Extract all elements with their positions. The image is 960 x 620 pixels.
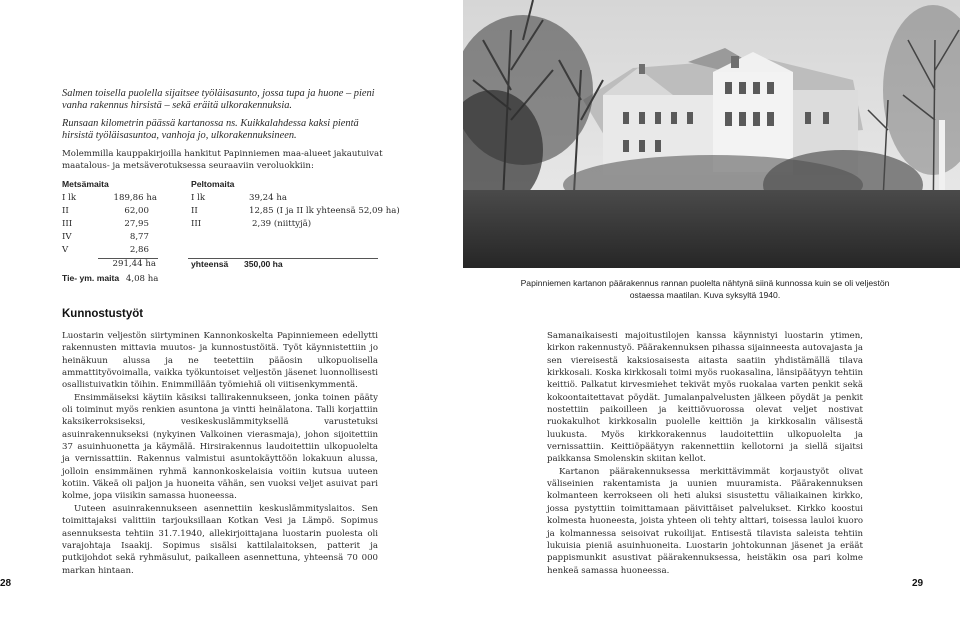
forest-row-area: 189,86 ha <box>113 193 157 203</box>
forest-row-class: V <box>62 245 69 255</box>
forest-row-class: III <box>62 219 73 229</box>
intro-text: Molemmilla kauppakirjoilla hankitut Papinniemen maa-alueet jakautuivat maatalous- ja metsäverotuksessa seuraaviin veroluokkiin: <box>62 149 383 172</box>
body-paragraph: Uuteen asuinrakennukseen asennettiin keskuslämmityslaitos. Sen toimittajaksi valittiin tarjouksillaan Kotkan Vesi ja Lämpö. Sopimus asennuksesta tehtiin 31.7.1940, allekirjoittajana luostarin puolesta oli varajohtaja Isaakij. Sopimus sisälsi kattilalaitoksen, patterit ja putkijohdot sekä ryhmäsulut, paikalleen asennettuna, yhteensä 70 000 markan hintaan. <box>62 503 378 576</box>
section-title: Kunnostustyöt <box>62 308 144 320</box>
roads-value: 4,08 ha <box>125 274 159 284</box>
caption-paragraph-1: Salmen toisella puolella sijaitsee työläisasunto, jossa tupa ja huone – pieni vanha rakennus hirsistä – sekä eräitä ulkorakennuksia. <box>62 88 375 112</box>
forest-row-area: 2,86 <box>129 245 149 255</box>
field-row-class: I lk <box>191 193 206 203</box>
field-row-area: 12,85 (I ja II lk yhteensä 52,09 ha) <box>249 206 400 216</box>
photo-caption: Papinniemen kartanon päärakennus rannan puolelta nähtynä siinä kunnossa kuin se oli veljestön ostaessa maatilan. Kuva syksyltä 1940. <box>520 278 890 300</box>
land-tables <box>62 178 400 288</box>
right-body <box>547 330 863 577</box>
page-number-right: 29 <box>912 578 924 589</box>
forest-heading: Metsämaita <box>62 179 109 189</box>
field-total-value: 350,00 ha <box>244 259 283 269</box>
field-row-area: 2,39 (niittyjä) <box>252 219 312 229</box>
forest-row-area: 62,00 <box>124 206 149 216</box>
field-row-area: 39,24 ha <box>249 193 287 203</box>
field-heading: Peltomaita <box>191 179 235 189</box>
field-row-class: III <box>191 219 202 229</box>
page-number-left: 28 <box>0 578 12 589</box>
caption-paragraph-2: Runsaan kilometrin päässä kartanossa ns. Kuikkalahdessa kaksi pientä hirsistä työläisasuntoa, vanhoja jo, ulkorakennuksineen. <box>62 117 359 142</box>
forest-total: 291,44 ha <box>112 259 156 269</box>
forest-row-area: 27,95 <box>124 219 149 229</box>
field-row-class: II <box>191 206 198 216</box>
caption-left <box>62 88 392 148</box>
forest-row-class: IV <box>62 232 72 242</box>
body-paragraph: Samanaikaisesti majoitustilojen kanssa käynnistyi luostarin ytimen, kirkon rakennustyö. Päärakennuksen pihassa sijainneesta autovajasta ja sen viereisestä kaksiosaisesta aitasta saatiin yhdistämällä tilava kirkkosali. Koska kirkkosali toimi myös ruokasalina, länsipäätyyn tehtiin keittiö. Palkatut kirvesmiehet tekivät myös ruokalaa varten penkit sekä kokoontaitettavat pöydät. Jumalanpalvelusten jälkeen pöydät ja penkit nostettiin paikoilleen ja keittiövuorossa olevat veljet nostivat ruokakulhot kirkkosalin puolelle keittiön ja kirkkosalin välisestä luukusta. Myös kirkkorakennus laudoitettiin ulkopuolelta ja vernissattiin. Keittiöpäätyyn rakennettiin kellotorni ja siellä sijaitsi paikkansa Smolenskin skiitan kellot. <box>547 331 863 465</box>
roads-label: Tie- ym. maita <box>62 273 120 283</box>
body-paragraph: Kartanon päärakennuksessa merkittävimmät korjaustyöt olivat väliseinien rakentamista ja uunien muuramista. Päärakennuksen kolmanteen kerrokseen oli heti aluksi sisustettu väliaikainen kirkko, jossa pystyttiin toimittamaan päivittäiset palvelukset. Kirkko koostui kolmesta huoneesta, joista yhteen oli tehty alttari, toisessa lauloi kuoro ja kolmannessa seisoivat rukoilijat. Entisestä tilavista saleista tehtiin lukuisia pieniä asuinhuoneita. Luostarin johtokunnan jäsenet ja eräät pappismunkit asustivat päärakennuksessa, heistäkin osa pari kolme henkeä samassa huoneessa. <box>547 466 863 576</box>
left-body <box>62 330 378 577</box>
roads-row <box>62 272 158 286</box>
body-paragraph: Ensimmäiseksi käytiin käsiksi tallirakennukseen, jonka toinen pääty oli toiminut myös renkien asuntona ja vintti heinälatona. Talli korjattiin kaksikerroksiseksi, vesikeskuslämmityksellä varustetuksi asuinrakennukseksi (nykyinen Valkoinen vierasmaja), johon sijoitettiin 37 asuinhuonetta ja käymälä. Hirsirakennus laudoitettiin ulkopuolelta ja vernissattiin. Rakennus valmistui asuntokäyttöön lokakuun alussa, jolloin ensimmäinen ryhmä kannonkoskelaisia voitiin kutsua uuteen kotiin. Väkeä oli paljon ja huoneita vähän, sen vuoksi veljet asuivat pari kolme, jopa viisikin samassa huoneessa. <box>62 392 378 502</box>
field-total-label: yhteensä <box>191 259 229 269</box>
forest-row-area: 8,77 <box>129 232 149 242</box>
forest-row-class: II <box>62 206 69 216</box>
forest-row-class: I lk <box>62 193 77 203</box>
body-paragraph: Luostarin veljestön siirtyminen Kannonkoskelta Papinniemeen edellytti rakennusten mittavia muutos- ja kunnostustöitä. Työt käynnistettiin jo heinäkuun alussa ja ne teetettiin pääosin ulkopuolisella ammattityövoimalla, vaikka työkuntoiset veljestön jäsenet luonnollisesti osallistuivatkin töihin. Enimmillään työmiehiä oli viitisenkymmentä. <box>62 331 378 391</box>
manor-photo <box>463 0 960 268</box>
